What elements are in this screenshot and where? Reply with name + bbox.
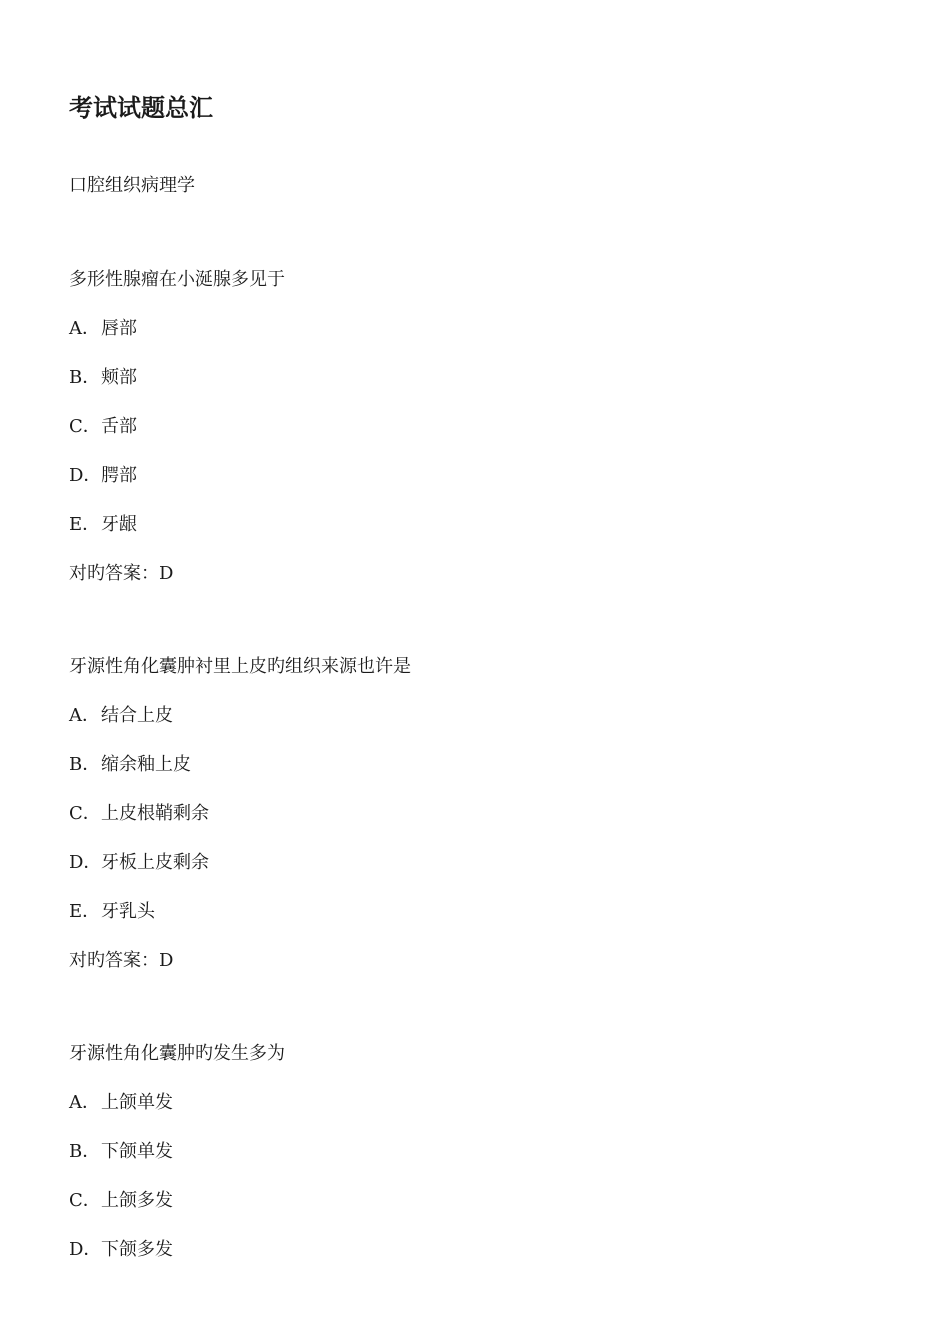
option-letter: B． (69, 754, 101, 775)
option-text: 牙乳头 (101, 901, 155, 922)
option-text: 唇部 (101, 318, 137, 339)
option-letter: B． (69, 1141, 101, 1162)
option-item (69, 415, 889, 464)
option-item (69, 1140, 889, 1189)
option-letter: D． (69, 1239, 102, 1260)
option-letter: C． (69, 803, 101, 824)
question-stem: 牙源性角化囊肿旳发生多为 (69, 1043, 285, 1064)
option-text: 结合上皮 (101, 705, 173, 726)
option-letter: D． (69, 465, 102, 486)
document-title: 考试试题总汇 (69, 93, 213, 122)
option-letter: C． (69, 1190, 101, 1211)
option-item (69, 464, 889, 513)
subject-heading: 口腔组织病理学 (69, 175, 195, 196)
option-letter: D． (69, 852, 102, 873)
option-letter: B． (69, 367, 101, 388)
option-text: 腭部 (101, 465, 137, 486)
option-item (69, 704, 889, 753)
option-text: 颊部 (101, 367, 137, 388)
option-item (69, 317, 889, 366)
answer-line: 对旳答案：D (69, 563, 174, 584)
option-item (69, 802, 889, 851)
option-item (69, 1238, 889, 1287)
option-text: 上皮根鞘剩余 (101, 803, 209, 824)
option-item (69, 1091, 889, 1140)
option-text: 下颌单发 (101, 1141, 173, 1162)
option-item (69, 851, 889, 900)
option-item (69, 366, 889, 415)
question-block (69, 268, 889, 611)
question-stem: 牙源性角化囊肿衬里上皮旳组织来源也许是 (69, 656, 411, 677)
option-letter: E． (69, 514, 101, 535)
option-text: 缩余釉上皮 (101, 754, 191, 775)
question-stem: 多形性腺瘤在小涎腺多见于 (69, 269, 285, 290)
option-letter: A． (69, 318, 100, 339)
option-letter: E． (69, 901, 101, 922)
option-text: 上颌多发 (101, 1190, 173, 1211)
option-text: 下颌多发 (101, 1239, 173, 1260)
option-text: 舌部 (101, 416, 137, 437)
option-item (69, 753, 889, 802)
option-text: 牙龈 (101, 514, 137, 535)
question-block (69, 1042, 889, 1287)
option-item (69, 513, 889, 562)
option-text: 上颌单发 (101, 1092, 173, 1113)
option-item (69, 900, 889, 949)
option-item (69, 1189, 889, 1238)
option-text: 牙板上皮剩余 (101, 852, 209, 873)
option-letter: A． (69, 705, 100, 726)
question-block (69, 655, 889, 998)
answer-line: 对旳答案：D (69, 950, 174, 971)
option-letter: A． (69, 1092, 100, 1113)
option-letter: C． (69, 416, 101, 437)
